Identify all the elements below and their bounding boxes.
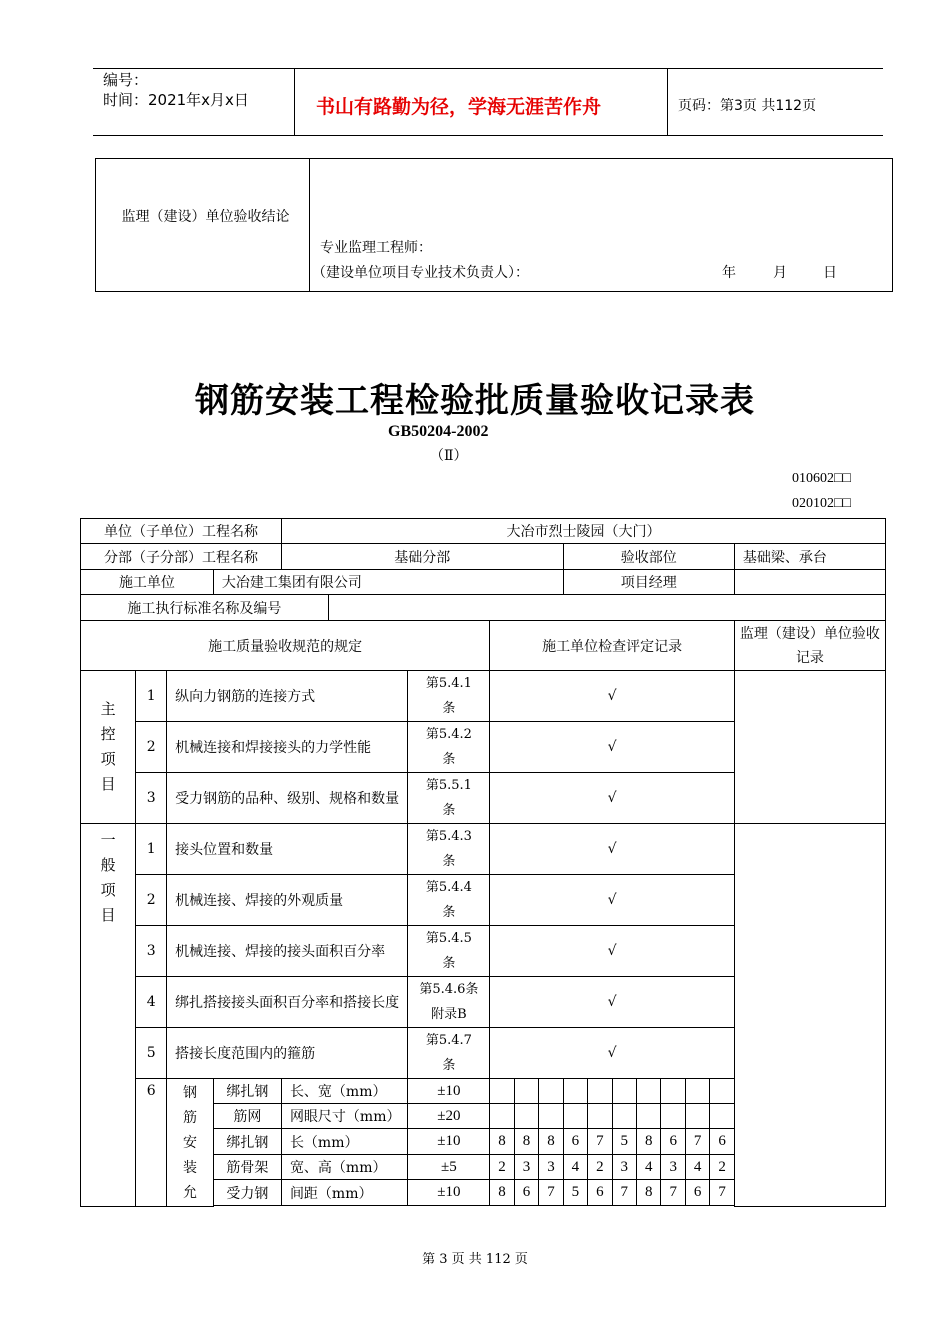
item-result: √ <box>490 824 735 875</box>
measure-cell: 6 <box>588 1180 612 1206</box>
table-row <box>81 544 886 570</box>
inspection-table <box>80 518 886 1207</box>
measure-cell <box>539 1079 563 1104</box>
measure-cell <box>490 1104 514 1129</box>
measure-cell: 4 <box>563 1155 587 1180</box>
measure-cell <box>685 1079 709 1104</box>
supervise-record-main <box>734 671 885 824</box>
header-serial: 编号： <box>103 71 149 89</box>
item6-sub: 长（mm） <box>281 1129 408 1155</box>
item-name: 受力钢筋的品种、级别、规格和数量 <box>167 773 408 824</box>
measure-cell: 8 <box>514 1129 538 1155</box>
item-no: 5 <box>136 1028 167 1079</box>
item-name: 机械连接、焊接的接头面积百分率 <box>167 926 408 977</box>
check-header: 施工单位检查评定记录 <box>490 621 735 671</box>
contractor-label: 施工单位 <box>81 570 214 595</box>
item-ref: 第5.5.1条 <box>408 773 490 824</box>
general-label: 一般项目 <box>81 824 136 1207</box>
supervise-record-general <box>734 824 885 1207</box>
form-code-2: 020102□□ <box>792 496 851 511</box>
measure-cell: 5 <box>612 1129 636 1155</box>
item6-tolerance: ±5 <box>408 1155 490 1180</box>
subdivision-value: 基础分部 <box>281 544 563 570</box>
measure-cell <box>661 1079 685 1104</box>
measure-cell: 8 <box>490 1129 514 1155</box>
supervision-label: 监理（建设）单位验收结论 <box>121 209 290 225</box>
item-result: √ <box>490 671 735 722</box>
measure-cell <box>490 1079 514 1104</box>
header-motto: 书山有路勤为径，学海无涯苦作舟 <box>316 96 602 118</box>
header-top-rule <box>93 68 883 69</box>
measure-cell: 5 <box>563 1180 587 1206</box>
item6-sub: 间距（mm） <box>281 1180 408 1206</box>
item-no: 2 <box>136 722 167 773</box>
measure-cell: 7 <box>685 1129 709 1155</box>
acceptance-part-label: 验收部位 <box>563 544 734 570</box>
item-result: √ <box>490 1028 735 1079</box>
supervising-engineer-label: 专业监理工程师： <box>320 240 432 256</box>
item6-tolerance: ±10 <box>408 1129 490 1155</box>
unit-name-value: 大冶市烈士陵园（大门） <box>281 519 885 544</box>
item-ref: 第5.4.6条附录B <box>408 977 490 1028</box>
measure-cell: 7 <box>612 1180 636 1206</box>
measure-cell: 6 <box>661 1129 685 1155</box>
item-no: 1 <box>136 671 167 722</box>
table-row <box>81 595 886 621</box>
measure-cell <box>661 1104 685 1129</box>
standard-name-value <box>328 595 885 621</box>
date-year: 年 <box>722 265 736 281</box>
standard-name-label: 施工执行标准名称及编号 <box>81 595 329 621</box>
header-time: 时间：2021年x月x日 <box>103 91 249 109</box>
item-name: 搭接长度范围内的箍筋 <box>167 1028 408 1079</box>
date-day: 日 <box>823 265 837 281</box>
measure-cell: 7 <box>661 1180 685 1206</box>
item6-tolerance: ±20 <box>408 1104 490 1129</box>
supervise-header: 监理（建设）单位验收记录 <box>734 621 885 671</box>
measure-cell: 8 <box>490 1180 514 1206</box>
document-title: 钢筋安装工程检验批质量验收记录表 <box>195 381 755 421</box>
item6-tolerance: ±10 <box>408 1180 490 1206</box>
measure-cell <box>588 1104 612 1129</box>
page-footer: 第 3 页 共 112 页 <box>422 1252 528 1267</box>
header-page-number: 页码：第3页 共112页 <box>678 98 817 114</box>
owner-tech-label: （建设单位项目专业技术负责人）： <box>312 265 529 281</box>
measure-cell: 3 <box>612 1155 636 1180</box>
item-name: 绑扎搭接接头面积百分率和搭接长度 <box>167 977 408 1028</box>
measure-cell <box>612 1104 636 1129</box>
measure-cell: 6 <box>563 1129 587 1155</box>
measure-cell: 6 <box>685 1180 709 1206</box>
table-header-row <box>81 621 886 671</box>
item-no: 4 <box>136 977 167 1028</box>
header-divider <box>294 69 295 136</box>
project-manager-label: 项目经理 <box>563 570 734 595</box>
header-divider <box>667 69 668 136</box>
table-row <box>81 570 886 595</box>
measure-cell: 3 <box>539 1155 563 1180</box>
form-code-1: 010602□□ <box>792 471 851 486</box>
item-no: 3 <box>136 773 167 824</box>
item-name: 纵向力钢筋的连接方式 <box>167 671 408 722</box>
measure-cell: 3 <box>661 1155 685 1180</box>
item-result: √ <box>490 773 735 824</box>
measure-cell: 2 <box>490 1155 514 1180</box>
date-month: 月 <box>773 265 787 281</box>
measure-cell: 4 <box>637 1155 661 1180</box>
measure-cell: 7 <box>539 1180 563 1206</box>
item6-category: 筋骨架 <box>213 1155 281 1180</box>
item-ref: 第5.4.4条 <box>408 875 490 926</box>
measure-cell: 6 <box>710 1129 734 1155</box>
item-no: 3 <box>136 926 167 977</box>
main-control-label: 主控项目 <box>81 671 136 824</box>
measure-cell <box>514 1079 538 1104</box>
supervision-box <box>95 158 893 292</box>
item-result: √ <box>490 875 735 926</box>
table-row <box>81 671 886 722</box>
standard-code: GB50204-2002 <box>388 423 489 440</box>
acceptance-part-value: 基础梁、承台 <box>734 544 885 570</box>
item-name: 接头位置和数量 <box>167 824 408 875</box>
measure-cell: 8 <box>539 1129 563 1155</box>
measure-cell: 7 <box>588 1129 612 1155</box>
item-result: √ <box>490 926 735 977</box>
item-result: √ <box>490 977 735 1028</box>
subdivision-label: 分部（子分部）工程名称 <box>81 544 282 570</box>
measure-cell <box>637 1079 661 1104</box>
item6-category: 受力钢 <box>213 1180 281 1206</box>
contractor-value: 大冶建工集团有限公司 <box>213 570 563 595</box>
measure-cell <box>539 1104 563 1129</box>
item-name: 机械连接、焊接的外观质量 <box>167 875 408 926</box>
measure-cell <box>563 1104 587 1129</box>
measure-cell <box>710 1104 734 1129</box>
item6-category: 筋网 <box>213 1104 281 1129</box>
item6-category: 绑扎钢 <box>213 1129 281 1155</box>
measure-cell: 8 <box>637 1180 661 1206</box>
item-no: 6 <box>136 1079 167 1207</box>
header-bottom-rule <box>93 135 883 136</box>
table-row <box>81 519 886 544</box>
measure-cell: 2 <box>710 1155 734 1180</box>
measure-cell: 4 <box>685 1155 709 1180</box>
measure-cell <box>710 1079 734 1104</box>
table-row <box>81 824 886 875</box>
item-ref: 第5.4.2条 <box>408 722 490 773</box>
measure-cell: 6 <box>514 1180 538 1206</box>
measure-cell <box>637 1104 661 1129</box>
item6-category: 绑扎钢 <box>213 1079 281 1104</box>
item-name: 机械连接和焊接接头的力学性能 <box>167 722 408 773</box>
item6-group: 钢筋安装允 <box>167 1079 214 1207</box>
item-no: 2 <box>136 875 167 926</box>
measure-cell <box>612 1079 636 1104</box>
unit-name-label: 单位（子单位）工程名称 <box>81 519 282 544</box>
item-ref: 第5.4.7条 <box>408 1028 490 1079</box>
item6-sub: 宽、高（mm） <box>281 1155 408 1180</box>
item-ref: 第5.4.5条 <box>408 926 490 977</box>
measure-cell: 8 <box>637 1129 661 1155</box>
measure-cell <box>563 1079 587 1104</box>
item6-sub: 网眼尺寸（mm） <box>281 1104 408 1129</box>
measure-cell: 3 <box>514 1155 538 1180</box>
measure-cell <box>685 1104 709 1129</box>
measure-cell: 2 <box>588 1155 612 1180</box>
measure-cell <box>588 1079 612 1104</box>
item-ref: 第5.4.3条 <box>408 824 490 875</box>
spec-header: 施工质量验收规范的规定 <box>81 621 490 671</box>
part-number: （Ⅱ） <box>430 448 468 464</box>
measure-cell: 7 <box>710 1180 734 1206</box>
item6-sub: 长、宽（mm） <box>281 1079 408 1104</box>
item-result: √ <box>490 722 735 773</box>
item-ref: 第5.4.1条 <box>408 671 490 722</box>
item-no: 1 <box>136 824 167 875</box>
item6-tolerance: ±10 <box>408 1079 490 1104</box>
project-manager-value <box>734 570 885 595</box>
measure-cell <box>514 1104 538 1129</box>
